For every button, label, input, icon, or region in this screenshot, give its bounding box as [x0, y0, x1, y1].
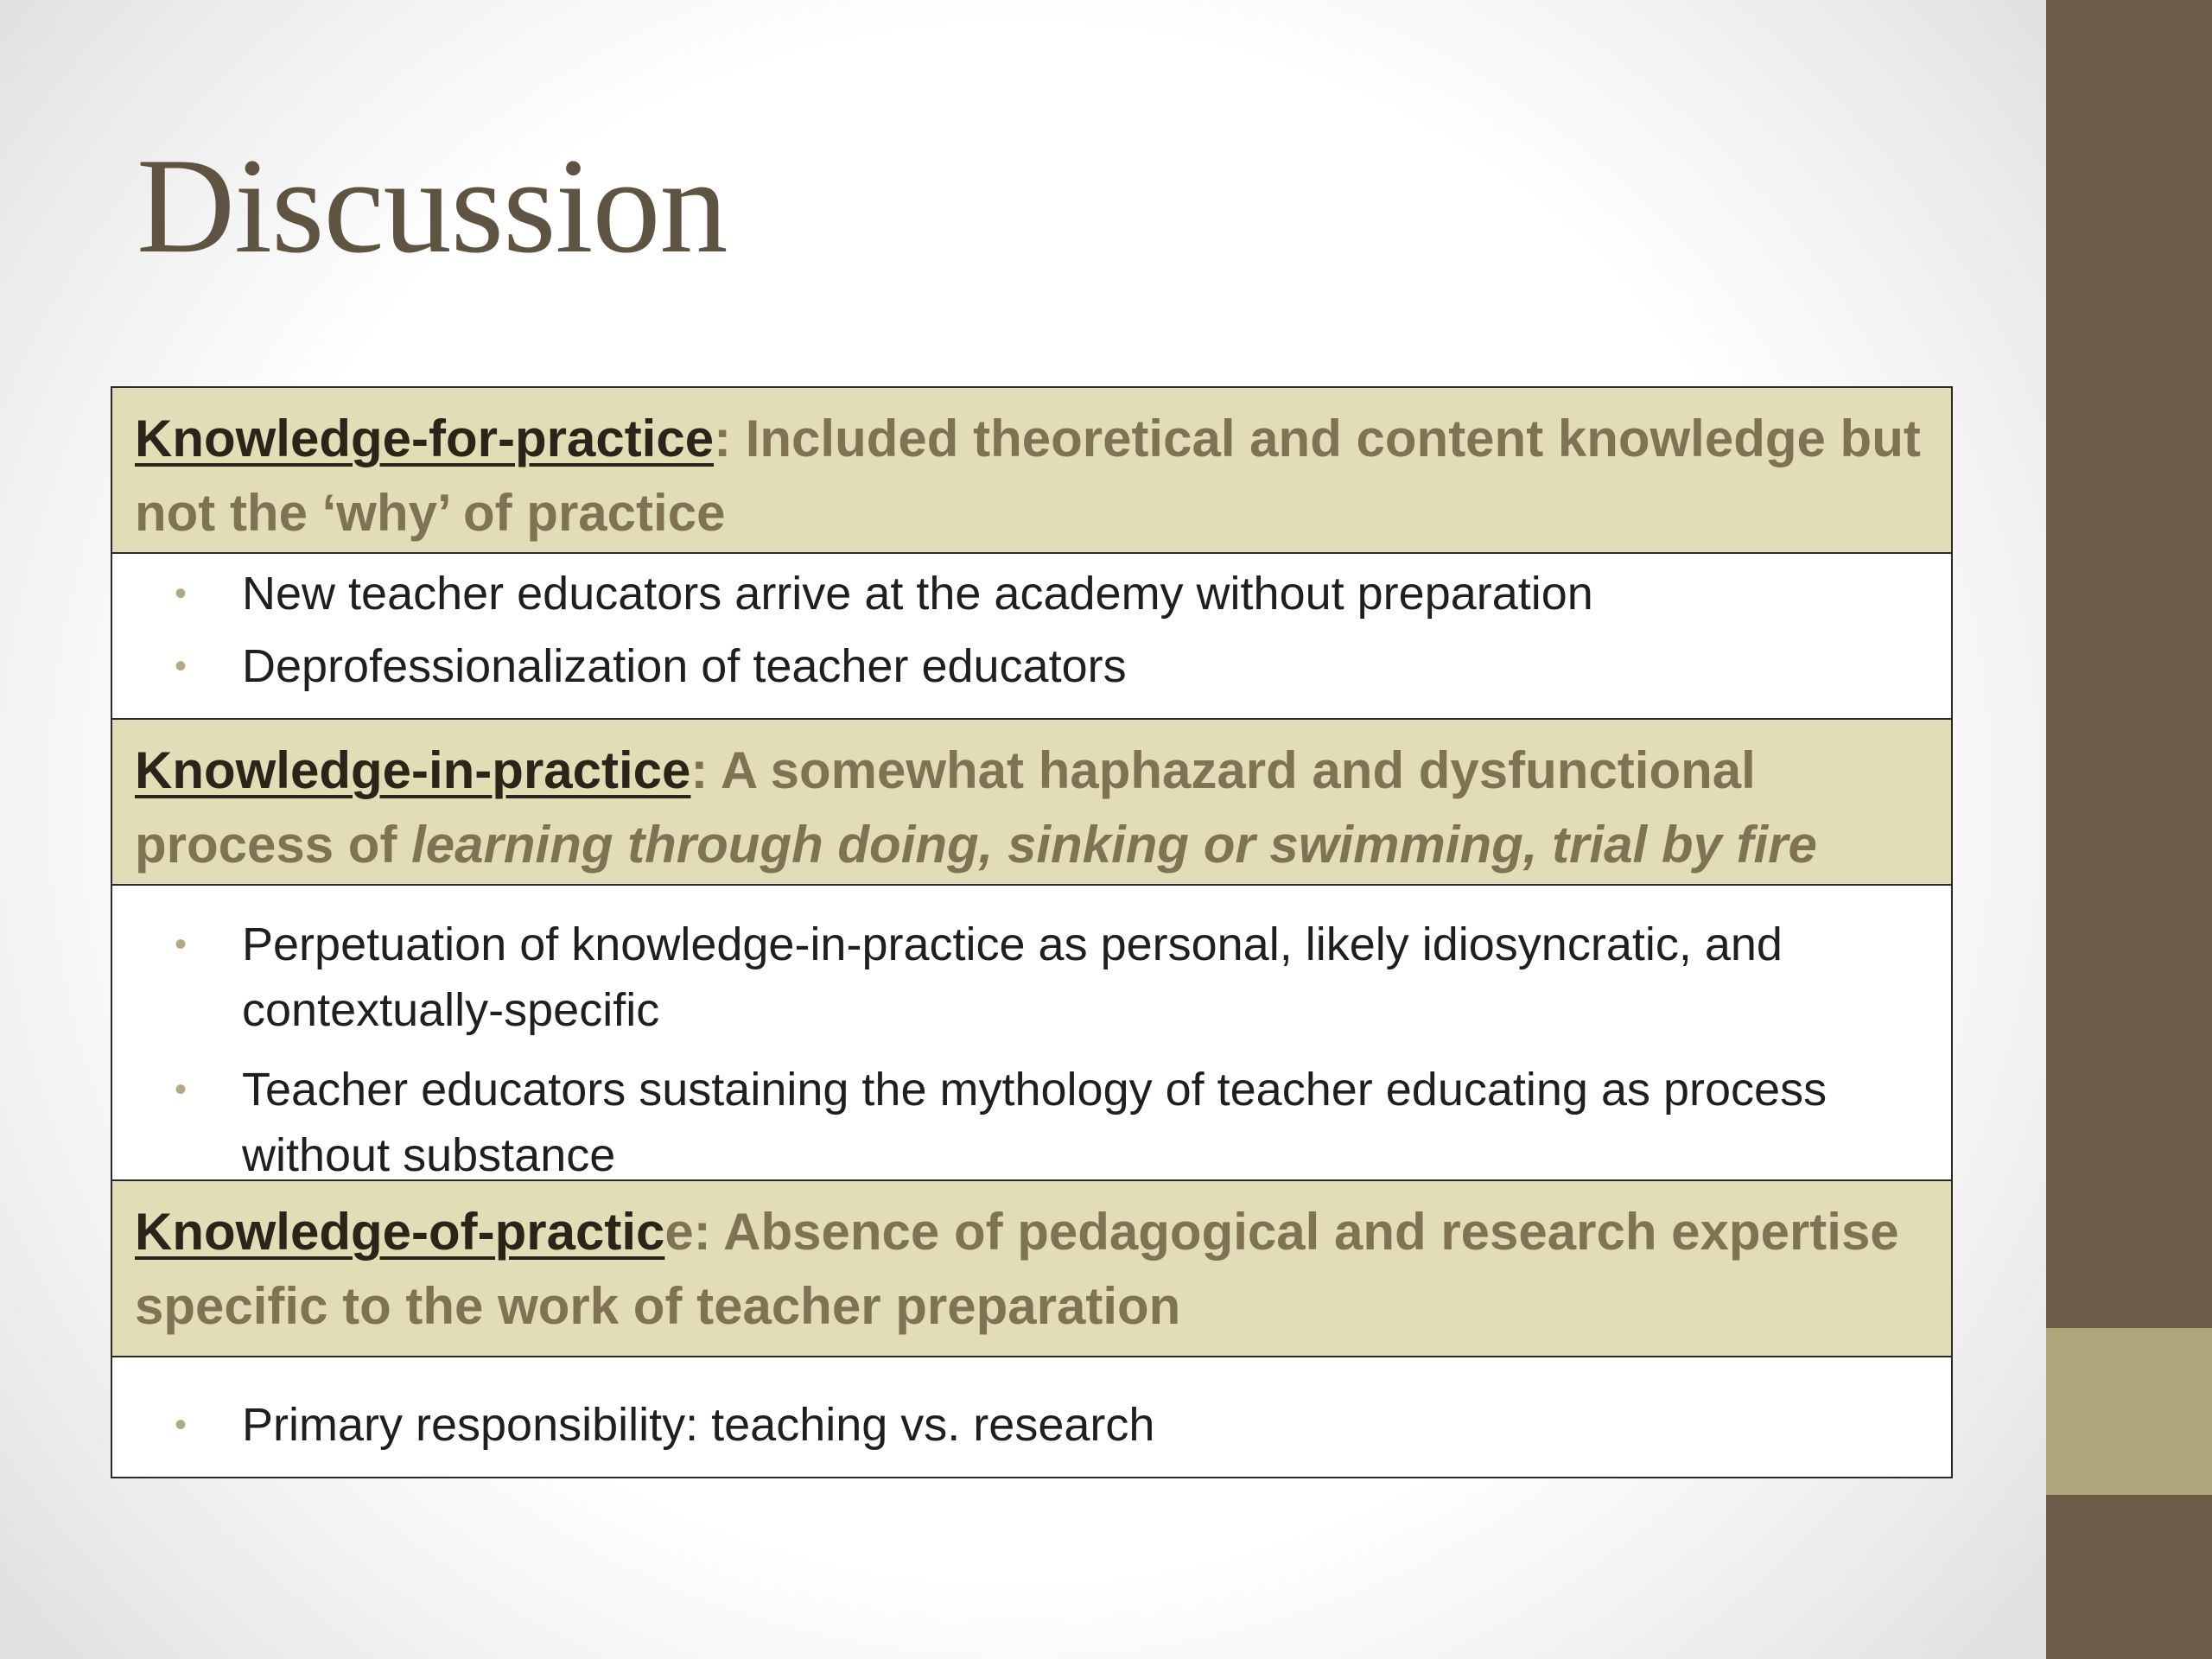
section-description-italic: learning through doing, sinking or swimming, trial by fire — [411, 816, 1817, 874]
section-body-knowledge-for-practice — [112, 554, 1951, 720]
section-header-text — [135, 734, 1929, 882]
discussion-table — [111, 386, 1953, 1478]
section-term: Knowledge-in-practice — [135, 741, 691, 799]
bullet-text: Primary responsibility: teaching vs. research — [242, 1399, 1155, 1451]
section-header-knowledge-for-practice — [112, 388, 1951, 554]
bullet-list — [159, 912, 1951, 1188]
bullet-icon: • — [175, 1406, 188, 1444]
list-item — [159, 912, 1951, 1043]
sidebar-accent-band — [2046, 1328, 2212, 1495]
section-description: Included theoretical and content knowledge but not the ‘why’ of practice — [135, 410, 1921, 542]
slide-title: Discussion — [137, 130, 728, 282]
section-header-knowledge-in-practice — [112, 720, 1951, 886]
section-header-text — [135, 402, 1929, 550]
section-description: Absence of pedagogical and research expertise specific to the work of teacher preparation — [135, 1203, 1899, 1335]
bullet-icon: • — [175, 1071, 188, 1109]
decorative-sidebar — [2046, 0, 2212, 1659]
bullet-icon: • — [175, 647, 188, 685]
list-item — [159, 1392, 1951, 1458]
bullet-list — [159, 561, 1951, 699]
bullet-text: Perpetuation of knowledge-in-practice as personal, likely idiosyncratic, and contextually-specific — [242, 918, 1783, 1036]
section-header-text — [135, 1195, 1929, 1344]
section-body-knowledge-of-practice — [112, 1357, 1951, 1477]
section-term-separator: e: — [664, 1203, 711, 1261]
list-item — [159, 1057, 1951, 1188]
section-term-separator: : — [714, 410, 732, 467]
section-body-knowledge-in-practice — [112, 886, 1951, 1181]
bullet-text: New teacher educators arrive at the academy without preparation — [242, 568, 1593, 620]
bullet-list — [159, 1392, 1951, 1458]
bullet-icon: • — [175, 925, 188, 963]
section-term-separator: : — [690, 741, 709, 799]
section-header-knowledge-of-practice — [112, 1181, 1951, 1357]
section-term: Knowledge-for-practice — [135, 410, 715, 467]
bullet-icon: • — [175, 575, 188, 613]
list-item — [159, 561, 1951, 626]
bullet-text: Deprofessionalization of teacher educators — [242, 640, 1127, 692]
section-term: Knowledge-of-practic — [135, 1203, 665, 1261]
section-description: A somewhat haphazard and dysfunctional process of — [135, 741, 1756, 874]
bullet-text: Teacher educators sustaining the mythology of teacher educating as process without substance — [242, 1064, 1827, 1181]
list-item — [159, 633, 1951, 699]
